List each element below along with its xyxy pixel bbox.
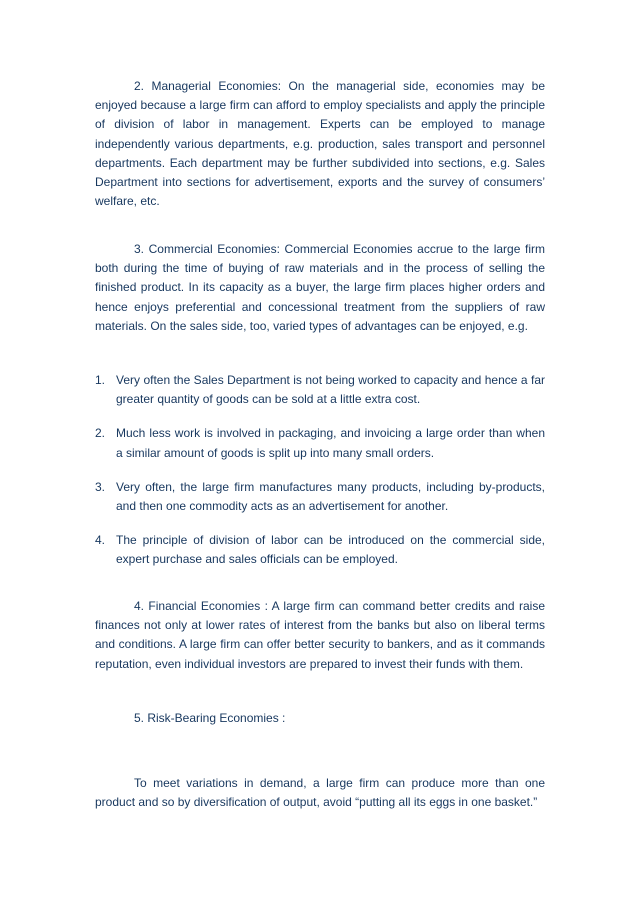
- list-item-number: 2.: [95, 426, 106, 441]
- list-item: [95, 424, 545, 462]
- list-item: [95, 531, 545, 569]
- list-item-number: 3.: [95, 479, 106, 494]
- list-item: [95, 478, 545, 516]
- list-item-number: 4.: [95, 533, 106, 548]
- commercial-economies-paragraph: 3. Commercial Economies: Commercial Economies accrue to the large firm both during the time of buying of raw materials and in the process of selling the finished product. In its capacity as a buyer, the large firm places higher orders and hence enjoys preferential and concessional treatment from the suppliers of raw materials. On the sales side, too, varied types of advantages can be enjoyed, e.g.: [95, 242, 545, 333]
- list-item: [95, 371, 545, 409]
- managerial-economies-paragraph: 2. Managerial Economies: On the managerial side, economies may be enjoyed because a large firm can afford to employ specialists and apply the principle of division of labor in management. Experts can be employed to manage independently various departments, e.g. production, sales transport and personnel departments. Each department may be further subdivided into sections, e.g. Sales Department into sections for advertisement, exports and the survey of consumers’ welfare, etc.: [95, 79, 545, 209]
- list-item-text: The principle of division of labor can be introduced on the commercial side, expert purchase and sales officials can be employed.: [116, 533, 545, 567]
- risk-bearing-paragraph: To meet variations in demand, a large firm can produce more than one product and so by diversification of output, avoid “putting all its eggs in one basket.”: [95, 776, 545, 810]
- risk-bearing-heading: 5. Risk-Bearing Economies :: [134, 711, 286, 725]
- list-item-text: Much less work is involved in packaging, and invoicing a large order than when a similar amount of goods is split up into many small orders.: [116, 426, 545, 460]
- list-item-text: Very often, the large firm manufactures many products, including by-products, and then one commodity acts as an advertisement for another.: [116, 479, 545, 514]
- commercial-advantages-list: [95, 371, 545, 570]
- list-item-text: Very often the Sales Department is not being worked to capacity and hence a far greater quantity of goods can be sold at a little extra cost.: [116, 373, 545, 407]
- financial-economies-paragraph: 4. Financial Economies : A large firm can command better credits and raise finances not only at lower rates of interest from the banks but also on liberal terms and conditions. A large firm can offer better security to bankers, and as it commands reputation, even individual investors are prepared to invest their funds with them.: [95, 599, 545, 671]
- list-item-number: 1.: [95, 373, 106, 387]
